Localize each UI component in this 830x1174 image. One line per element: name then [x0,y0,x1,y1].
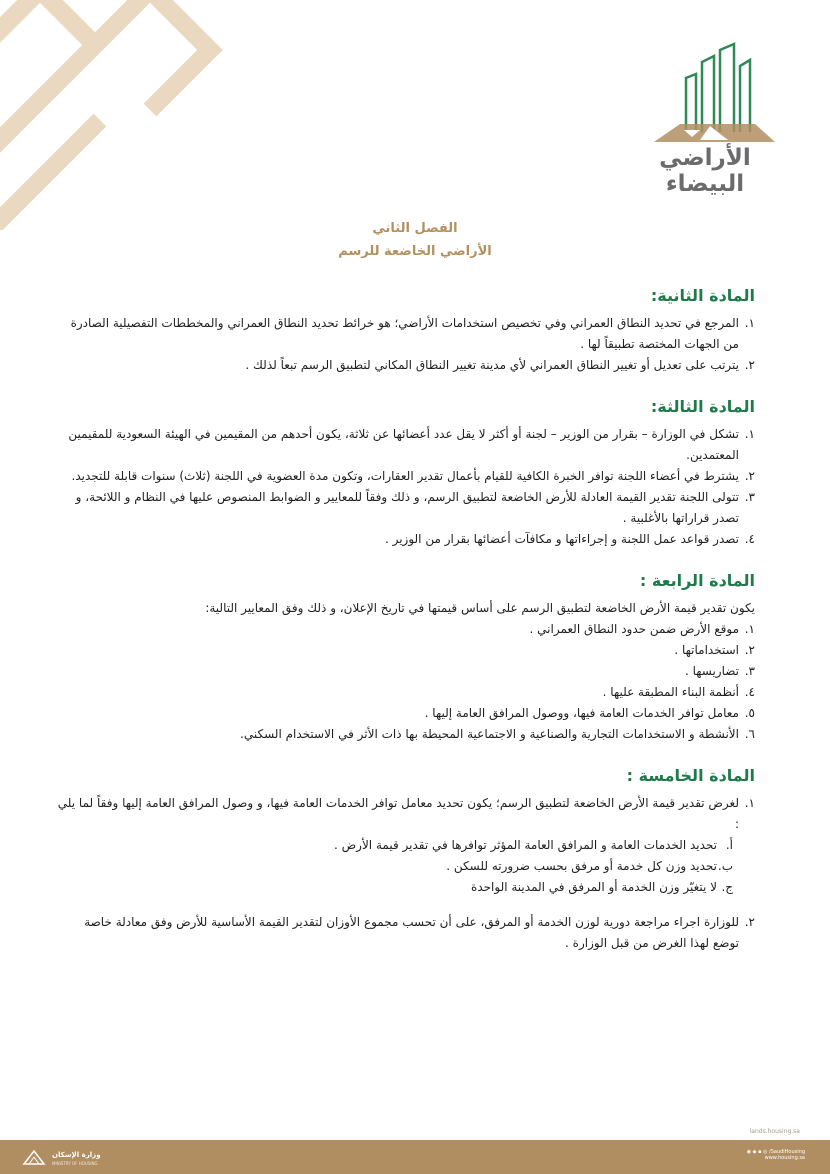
chapter-number: الفصل الثاني [372,221,458,236]
item-text: المرجع في تحديد النطاق العمراني وفي تخصيص استخدامات الأراضي؛ هو خرائط تحديد النطاق العمراني والمخططات التفصيلية الصادرة من الجهات المختصة تطبيقاً لها . [70,316,739,351]
articles-body [55,285,755,974]
item-text: تحديد الخدمات العامة و المرافق العامة المؤثر توافرها في تقدير قيمة الأرض . [334,838,717,852]
item-text: تصدر قواعد عمل اللجنة و إجراءاتها و مكافآت أعضائها بقرار من الوزير . [384,532,739,546]
item-number: ٥. [744,706,755,720]
list-item [55,529,755,550]
item-letter: ب. [717,859,733,873]
list-item [55,466,755,487]
item-number: ١. [744,796,755,810]
ministry-name-en: MINISTRY OF HOUSING [52,1161,98,1166]
article-title: المادة الرابعة : [639,571,755,590]
list-item [55,661,755,682]
item-text: يترتب على تعديل أو تغيير النطاق العمراني لأي مدينة تغيير النطاق المكاني لتطبيق الرسم تبعاً لذلك . [245,358,739,372]
article-title: المادة الثانية: [650,286,755,305]
list-item [55,703,755,724]
item-number: ١. [744,622,755,636]
footer-bar [0,1140,830,1174]
ministry-logo-icon [22,1148,46,1166]
list-item [55,793,755,835]
logo-title: الأراضي البيضاء [659,145,751,197]
sub-list-item [55,835,755,856]
item-number: ٤. [744,532,755,546]
item-text: للوزارة اجراء مراجعة دورية لوزن الخدمة أو المرفق، على أن تحسب مجموع الأوزان لتقدير القيمة الأساسية للأرض وفق معادلة خاصة توضع لهذا الغرض من قبل الوزارة . [84,915,739,950]
item-number: ٢. [744,358,755,372]
sub-list-item [55,856,755,877]
article-title: المادة الثالثة: [650,397,755,416]
article-3 [55,396,755,550]
item-text: يشترط في أعضاء اللجنة توافر الخبرة الكافية للقيام بأعمال تقدير العقارات، وتكون مدة العضوية في اللجنة (ثلاث) سنوات قابلة للتجديد. [71,469,739,483]
list-item [55,640,755,661]
article-2 [55,285,755,376]
item-letter: أ. [725,838,733,852]
item-number: ٣. [744,490,755,504]
article-intro: يكون تقدير قيمة الأرض الخاضعة لتطبيق الرسم على أساس قيمتها في تاريخ الإعلان، و ذلك وفق المعايير التالية: [205,601,755,615]
list-item [55,682,755,703]
item-text: لا يتغيّر وزن الخدمة أو المرفق في المدينة الواحدة [471,880,717,894]
item-number: ١. [744,427,755,441]
item-text: استخداماتها . [674,643,739,657]
item-text: موقع الأرض ضمن حدود النطاق العمراني . [529,622,739,636]
article-5 [55,765,755,954]
item-text: الأنشطة و الاستخدامات التجارية والصناعية و الاجتماعية المحيطة بها ذات الأثر في الاستخدام السكني. [240,727,739,741]
item-letter: ج. [721,880,733,894]
item-number: ٣. [744,664,755,678]
item-text: تشكل في الوزارة – بقرار من الوزير – لجنة أو أكثر لا يقل عدد أعضائها عن ثلاثة، يكون أحدهم من المقيمين في الهيئة السعودية للمقيمين المعتمدين. [68,427,739,462]
site-url[interactable]: www.housing.sa [764,1155,805,1161]
item-number: ٢. [744,643,755,657]
list-item [55,912,755,954]
article-4 [55,570,755,745]
item-number: ٢. [744,469,755,483]
list-item [55,487,755,529]
list-item [55,424,755,466]
item-text: تتولى اللجنة تقدير القيمة العادلة للأرض الخاضعة لتطبيق الرسم، و ذلك وفقاً للمعايير و الضوابط المنصوص عليها في النظام و اللائحة، و تصدر قراراتها بالأغلبية . [75,490,739,525]
ministry-name: وزارة الإسكان [52,1151,101,1159]
item-text: أنظمة البناء المطبقة عليها . [602,685,739,699]
item-number: ٤. [744,685,755,699]
item-text: لغرض تقدير قيمة الأرض الخاضعة لتطبيق الرسم؛ يكون تحديد معامل توافر الخدمات العامة فيها، و وصول المرافق العامة إليها وفقاً لما يلي : [57,796,739,831]
decorative-pattern [0,0,230,230]
list-item [55,313,755,355]
footer-website-link[interactable]: lands.housing.sa [749,1128,800,1135]
social-icons: ◉ ◆ ▪ ◎ [746,1149,770,1155]
chapter-title: الأراضي الخاضعة للرسم [338,244,492,259]
item-number: ٦. [744,727,755,741]
item-text: تحديد وزن كل خدمة أو مرفق بحسب ضرورته للسكن . [446,859,717,873]
item-number: ٢. [744,915,755,929]
sub-list-item [55,877,755,898]
list-item [55,619,755,640]
item-number: ١. [744,316,755,330]
footer-contact [747,1149,805,1161]
article-title: المادة الخامسة : [626,766,755,785]
list-item [55,355,755,376]
list-item [55,724,755,745]
item-text: تضاريسها . [684,664,739,678]
social-handle[interactable]: /SaudiHousing [769,1149,805,1155]
item-text: معامل توافر الخدمات العامة فيها، ووصول المرافق العامة إليها . [424,706,739,720]
